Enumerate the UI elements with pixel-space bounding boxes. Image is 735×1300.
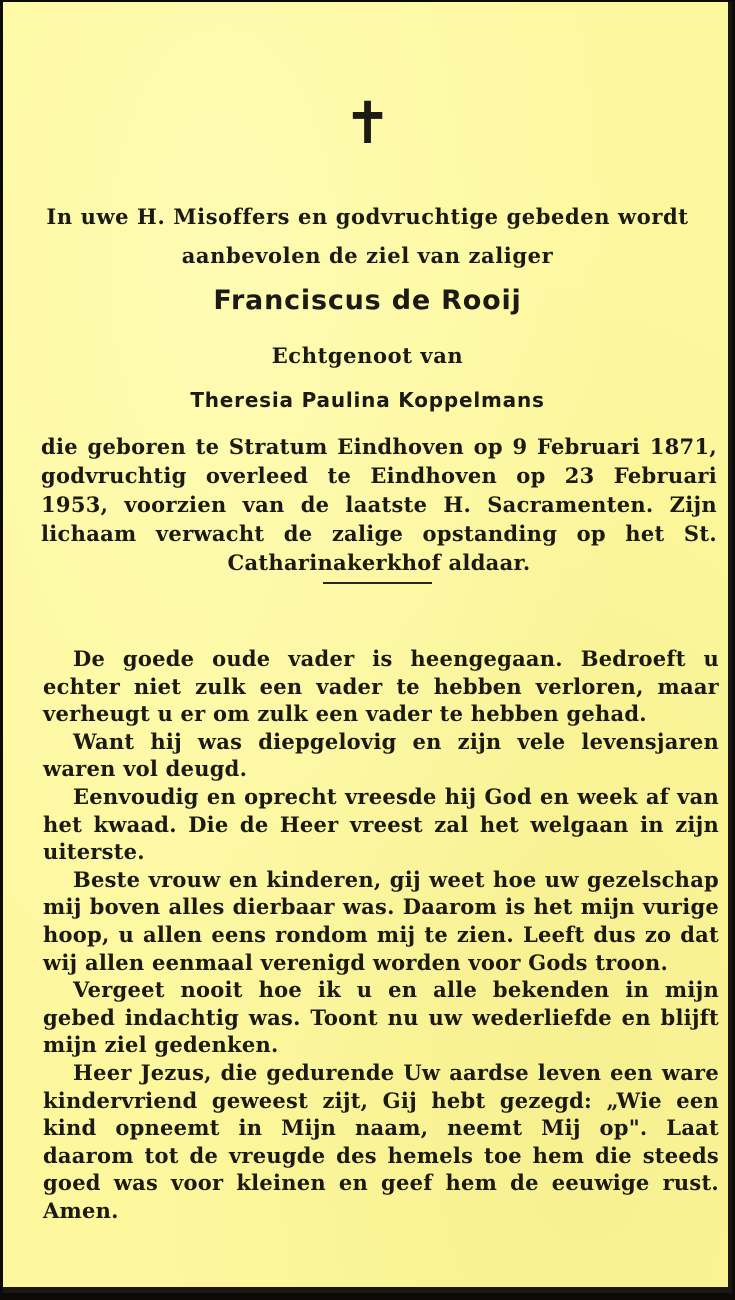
card-edge-right <box>728 2 732 1293</box>
intro-line-2: aanbevolen de ziel van zaliger <box>181 243 554 268</box>
paragraph: Beste vrouw en kinderen, gij weet hoe uw gezelschap mij boven alles dierbaar was. Daarom is het mijn vurige hoop, u allen eens rondom mij te zien. Leeft dus zo dat wij allen eenmaal verenigd worden voor Gods troon. <box>43 866 719 975</box>
deceased-name: Franciscus de Rooij <box>213 285 522 316</box>
spouse-name: Theresia Paulina Koppelmans <box>190 388 545 412</box>
relation-label: Echtgenoot van <box>271 343 464 368</box>
prayer-text <box>43 645 719 1224</box>
intro-line-1: In uwe H. Misoffers en godvruchtige gebeden wordt <box>46 204 689 229</box>
card-edge-bottom <box>3 1287 732 1293</box>
paragraph: Want hij was diepgelovig en zijn vele levensjaren waren vol deugd. <box>43 728 719 782</box>
paragraph: Eenvoudig en oprecht vreesde hij God en week af van het kwaad. Die de Heer vreest zal het welgaan in zijn uiterste. <box>43 783 719 865</box>
paragraph: Heer Jezus, die gedurende Uw aardse leven een ware kindervriend geweest zijt, Gij hebt gezegd: „Wie een kind opneemt in Mijn naam, neemt Mij op". Laat daarom tot de vreugde des hemels toe hem die steeds goed was voor kleinen en geef hem de eeuwige rust. Amen. <box>43 1059 719 1223</box>
biography: die geboren te Stratum Eindhoven op 9 Februari 1871, godvruchtig overleed te Eindhoven op 23 Februari 1953, voorzien van de laatste H. Sacramenten. Zijn lichaam verwacht de zalige opstanding op het St. Catharinakerkhof aldaar. <box>41 434 717 575</box>
divider <box>323 582 432 584</box>
cross-icon: ✝ <box>343 89 392 157</box>
paragraph: Vergeet nooit hoe ik u en alle bekenden in mijn gebed indachtig was. Toont nu uw wederliefde en blijft mijn ziel gedenken. <box>43 977 719 1058</box>
memorial-card <box>3 2 732 1293</box>
paragraph: De goede oude vader is heengegaan. Bedroeft u echter niet zulk een vader te hebben verloren, maar verheugt u er om zulk een vader te hebben gehad. <box>43 646 719 727</box>
